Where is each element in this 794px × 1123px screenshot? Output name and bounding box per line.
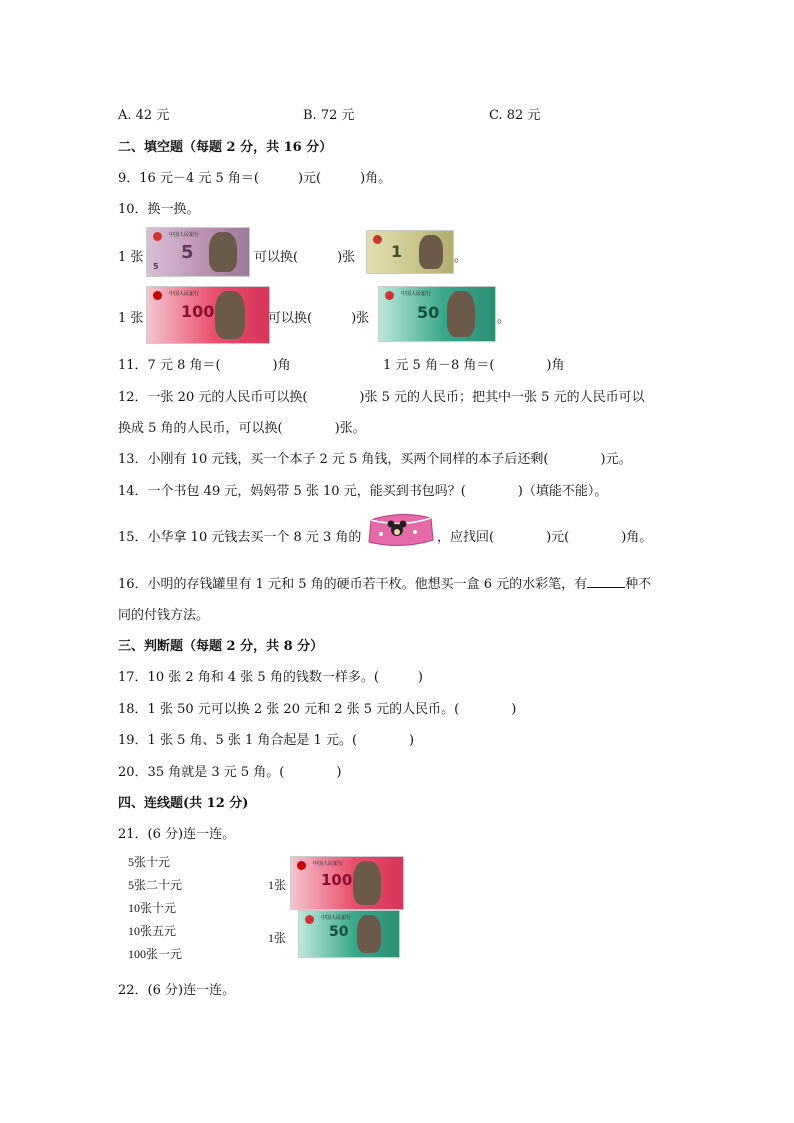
match-left-item: 5张二十元 [128,878,183,892]
emblem-icon [153,291,162,300]
five-yuan-banknote-image: 中国人民银行 5 5 [146,227,250,277]
question-22-title: 22．(6 分)连一连。 [118,983,236,998]
q10-row2-text: 可以换( )张 [268,311,370,326]
question-13: 13．小刚有 10 元钱，买一个本子 2 元 5 角钱，买两个同样的本子后还剩( )元。 [118,452,632,467]
question-16-line1: 16．小明的存钱罐里有 1 元和 5 角的硬币若干枚。他想买一盒 6 元的水彩笔，有 种不 [118,577,652,592]
hundred-yuan-banknote-image: 中国人民银行 100 [290,856,404,910]
emblem-icon [305,915,314,924]
question-19: 19．1 张 5 角、5 张 1 角合起是 1 元。( ) [118,733,415,748]
match-right-label: 1张 [268,931,287,945]
match-left-item: 10张十元 [128,901,177,915]
one-yuan-banknote-image: 1 [366,230,454,274]
q10-row1-lead: 1 张 [118,250,144,265]
match-left-item: 10张五元 [128,924,177,938]
question-14: 14．一个书包 49 元，妈妈带 5 张 10 元，能买到书包吗？( )（填能不能）。 [118,484,608,499]
question-17: 17．10 张 2 角和 4 张 5 角的钱数一样多。( ) [118,670,423,685]
banknote-header: 中国人民银行 [169,232,200,238]
question-21-title: 21．(6 分)连一连。 [118,827,236,842]
option-b: B. 72 元 [303,108,355,123]
emblem-icon [385,291,394,300]
pencil-case-image [367,510,435,550]
question-11-right: 1 元 5 角－8 角＝( )角 [383,358,565,373]
question-12-line1: 12．一张 20 元的人民币可以换( )张 5 元的人民币；把其中一张 5 元的人民币可以 [118,390,645,405]
question-11-left: 11．7 元 8 角＝( )角 [118,358,291,373]
section-title-fill-in: 二、填空题（每题 2 分，共 16 分） [118,140,333,155]
emblem-icon [297,861,306,870]
emblem-icon [373,235,382,244]
emblem-icon [153,232,162,241]
answer-blank[interactable] [587,575,625,588]
q10-row1-text: 可以换( )张 [254,250,356,265]
question-9: 9．16 元－4 元 5 角＝( )元( )角。 [118,171,392,186]
question-12-line2: 换成 5 角的人民币，可以换( )张。 [118,421,366,436]
section-title-true-false: 三、判断题（每题 2 分，共 8 分） [118,639,324,654]
section-title-matching: 四、连线题(共 12 分) [118,796,249,811]
fifty-yuan-banknote-image: 中国人民银行 50 [378,286,496,342]
match-left-item: 100张一元 [128,947,183,961]
question-10-title: 10．换一换。 [118,202,200,217]
match-left-item: 5张十元 [128,855,171,869]
question-16-line2: 同的付钱方法。 [118,608,210,623]
hundred-yuan-banknote-image: 中国人民银行 100 [146,286,270,344]
question-18: 18．1 张 50 元可以换 2 张 20 元和 2 张 5 元的人民币。( ) [118,702,517,717]
match-right-label: 1张 [268,878,287,892]
question-15-after: ，应找回( )元( )角。 [437,530,653,545]
fifty-yuan-banknote-image: 中国人民银行 50 [298,910,400,958]
q10-row2-lead: 1 张 [118,311,144,326]
question-20: 20．35 角就是 3 元 5 角。( ) [118,765,342,780]
option-a: A. 42 元 [118,108,170,123]
question-15-before: 15．小华拿 10 元钱去买一个 8 元 3 角的 [118,530,362,545]
option-c: C. 82 元 [489,108,541,123]
